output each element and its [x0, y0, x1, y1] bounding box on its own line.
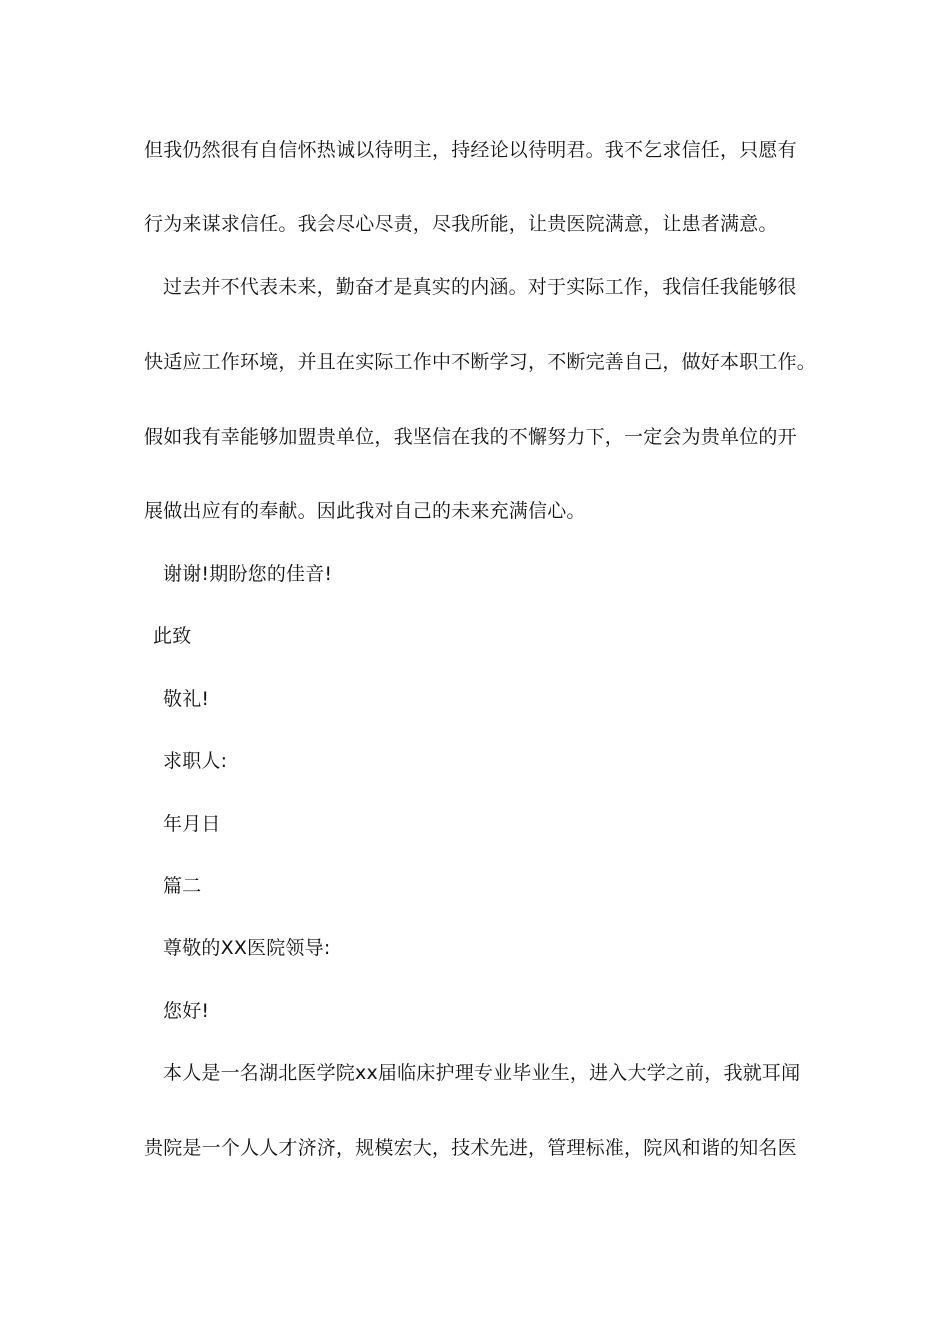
- paragraph-line: 快适应工作环境，并且在实际工作中不断学习，不断完善自己，做好本职工作。: [144, 351, 817, 373]
- paragraph-line: 假如我有幸能够加盟贵单位，我坚信在我的不懈努力下，一定会为贵单位的开: [144, 426, 797, 448]
- salutation-line: 此致: [153, 625, 192, 647]
- thanks-line: 谢谢!期盼您的佳音!: [163, 563, 333, 585]
- date-line: 年月日: [163, 813, 221, 835]
- paragraph-line: 但我仍然很有自信怀热诚以待明主，持经论以待明君。我不乞求信任，只愿有: [144, 139, 797, 161]
- paragraph-line: 过去并不代表未来，勤奋才是真实的内涵。对于实际工作，我信任我能够很: [163, 276, 797, 298]
- applicant-line: 求职人:: [163, 750, 228, 772]
- paragraph-line: 本人是一名湖北医学院xx届临床护理专业毕业生，进入大学之前，我就耳闻: [163, 1062, 801, 1084]
- greeting-line: 尊敬的XX医院领导:: [163, 937, 331, 959]
- paragraph-line: 展做出应有的奉献。因此我对自己的未来充满信心。: [144, 500, 586, 522]
- salutation-line: 敬礼!: [163, 688, 210, 710]
- paragraph-line: 贵院是一个人人才济济，规模宏大，技术先进，管理标准，院风和谐的知名医: [144, 1137, 797, 1159]
- paragraph-line: 行为来谋求信任。我会尽心尽责，尽我所能，让贵医院满意，让患者满意。: [144, 213, 778, 235]
- section-heading: 篇二: [163, 875, 202, 897]
- greeting-line: 您好!: [163, 1000, 210, 1022]
